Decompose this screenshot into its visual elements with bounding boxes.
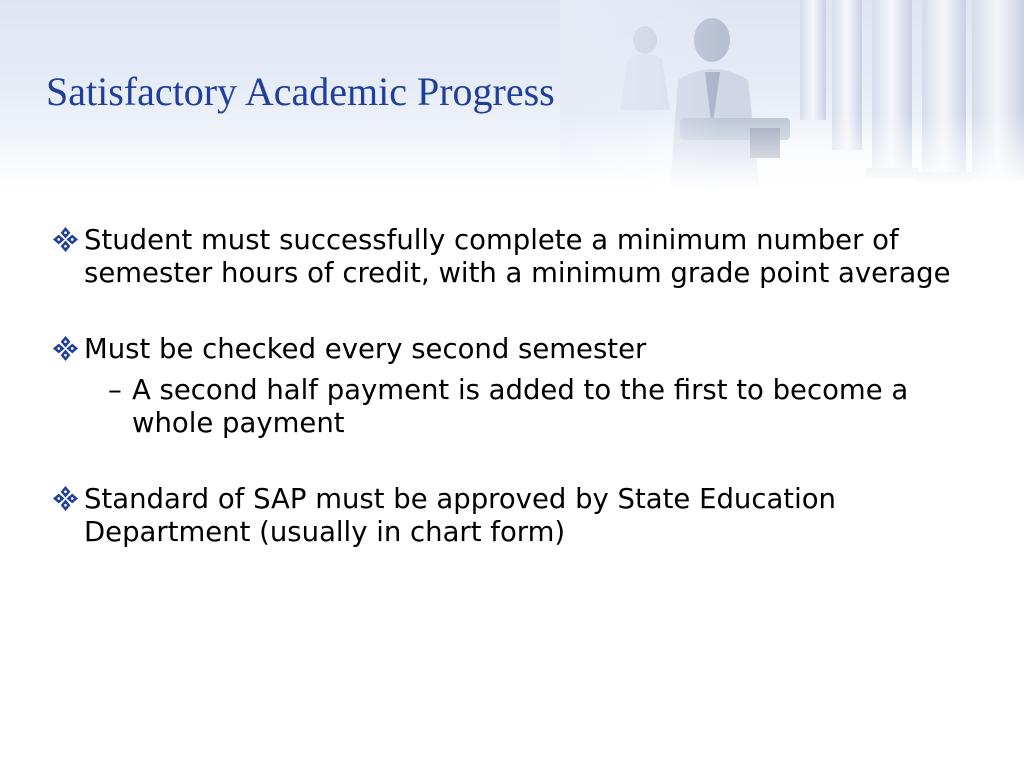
diamond-bullet-icon: [52, 226, 79, 253]
bullet-text: Standard of SAP must be approved by State Education Department (usually in chart form): [84, 483, 836, 548]
diamond-bullet-icon: [52, 335, 79, 362]
sub-bullet-marker: –: [108, 374, 122, 406]
sub-bullet-text: A second half payment is added to the first to become a whole payment: [132, 374, 909, 439]
bullet-text: Student must successfully complete a minimum number of semester hours of credit, with a minimum grade point average: [84, 224, 951, 289]
slide-title: Satisfactory Academic Progress: [46, 69, 555, 114]
bullet-text: Must be checked every second semester: [84, 333, 647, 365]
bullet-item: [52, 333, 982, 440]
bullet-item: [52, 224, 982, 290]
diamond-bullet-icon: [52, 485, 79, 512]
bullet-list: [52, 224, 982, 549]
banner-photo-illustration: [560, 0, 1024, 190]
sub-bullet-item: [84, 374, 982, 440]
bullet-item: [52, 483, 982, 549]
